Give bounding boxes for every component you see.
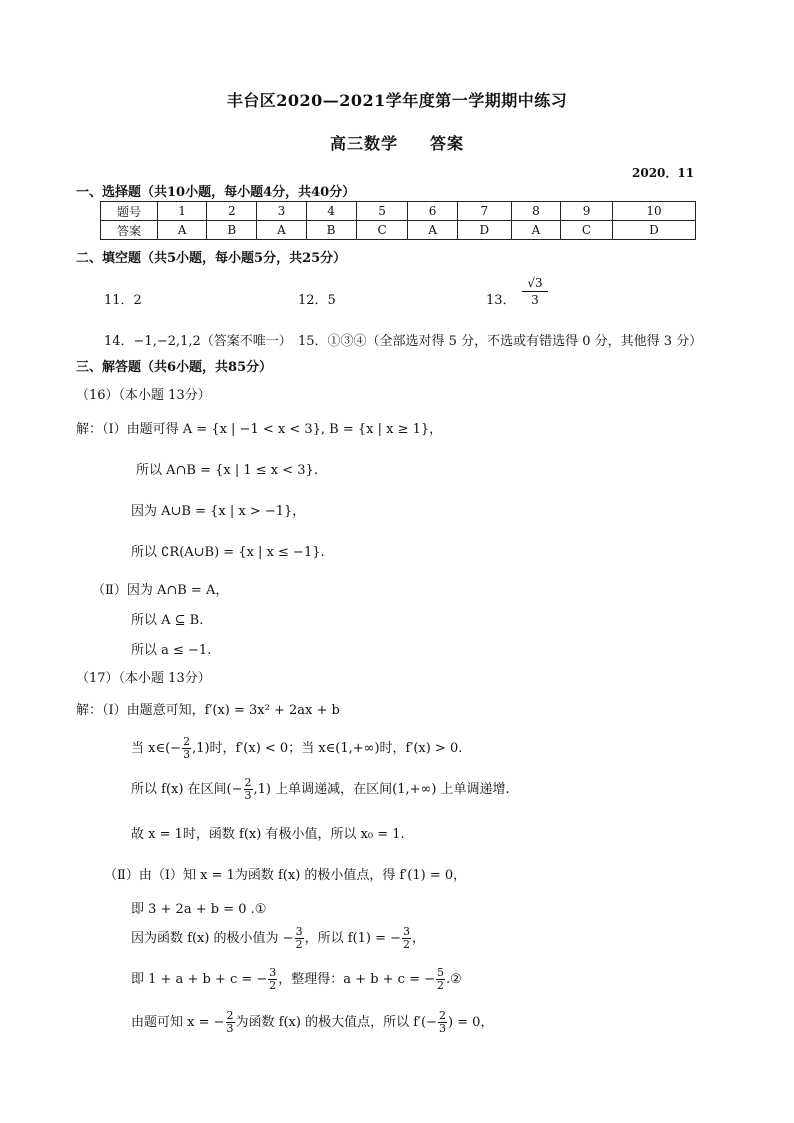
table-cell: D [612, 221, 695, 240]
p17-text: ，整理得：a + b + c = − [278, 972, 435, 987]
p17-text: ) = 0， [447, 1015, 494, 1030]
fraction [438, 1010, 447, 1035]
denominator: 2 [269, 979, 277, 992]
answer-q15: 15．①③④（全部选对得 5 分，不选或有错选得 0 分，其他得 3 分） [298, 334, 703, 349]
p17-text: 由题可知 x = − [131, 1015, 225, 1030]
p16-line: （Ⅱ）因为 A∩B = A， [92, 583, 229, 598]
table-cell: 10 [612, 202, 695, 221]
fraction [402, 926, 411, 951]
p17-text: 因为函数 f(x) 的极小值为 − [131, 931, 294, 946]
table-cell: C [356, 221, 408, 240]
p17-text: 所以 f(x) 在区间(− [131, 782, 243, 797]
fraction [182, 736, 191, 761]
p17-text: 当 x∈(− [131, 741, 182, 756]
denominator: 3 [183, 748, 191, 761]
problem-17-heading: （17）（本小题 13分） [76, 671, 211, 686]
answer-q13-label: 13． [486, 293, 516, 308]
table-row-answers [101, 221, 696, 240]
table-header-answer: 答案 [101, 221, 158, 240]
table-row-questions [101, 202, 696, 221]
fraction [436, 967, 445, 992]
section-fill-heading: 二、填空题（共5小题，每小题5分，共25分） [76, 251, 347, 266]
fraction [226, 1010, 235, 1035]
p17-line [131, 777, 510, 802]
table-cell: C [561, 221, 613, 240]
table-cell: A [408, 221, 457, 240]
table-cell: D [457, 221, 511, 240]
document-subtitle [0, 131, 794, 154]
answer-q13-fraction [522, 276, 548, 307]
p16-line: 解：（Ⅰ）由题可得 A = {x | −1 < x < 3}, B = {x | x ≥ 1}， [76, 422, 443, 437]
p17-text: 即 1 + a + b + c = − [131, 972, 268, 987]
fraction [244, 777, 253, 802]
denominator: 2 [295, 938, 303, 951]
p17-text: ,1) 上单调递减，在区间(1,+∞) 上单调递增. [253, 782, 510, 797]
table-cell: A [158, 221, 207, 240]
table-cell: B [207, 221, 257, 240]
denominator: 3 [438, 1022, 446, 1035]
denominator: 3 [244, 789, 252, 802]
table-cell: 8 [511, 202, 560, 221]
numerator: 5 [437, 966, 444, 979]
p17-line [131, 736, 462, 761]
p17-text: ， [412, 931, 426, 946]
numerator: 2 [244, 776, 252, 789]
document-date: 2020．11 [632, 166, 695, 180]
table-cell: 3 [257, 202, 306, 221]
table-cell: 2 [207, 202, 257, 221]
subtitle-subject: 高三数学 [329, 134, 398, 153]
answer-q11: 11．2 [104, 293, 142, 308]
numerator: 2 [226, 1009, 234, 1022]
document-title: 丰台区2020—2021学年度第一学期期中练习 [226, 91, 568, 110]
p16-line: 所以 A ⊆ B. [131, 613, 204, 628]
table-cell: 1 [158, 202, 207, 221]
p17-line [131, 967, 462, 992]
p16-line: 所以 ∁R(A∪B) = {x | x ≤ −1}. [131, 545, 325, 560]
table-cell: 9 [561, 202, 613, 221]
section-solution-heading: 三、解答题（共6小题，共85分） [76, 360, 273, 375]
numerator: 3 [295, 925, 303, 938]
p17-line: 解：（Ⅰ）由题意可知，f′(x) = 3x² + 2ax + b [76, 703, 340, 718]
p16-line: 因为 A∪B = {x | x > −1}， [131, 504, 306, 519]
q13-denominator: 3 [531, 293, 539, 307]
table-cell: 6 [408, 202, 457, 221]
answer-q14: 14．−1,−2,1,2（答案不唯一） [104, 334, 292, 349]
denominator: 3 [226, 1022, 234, 1035]
answer-table [100, 201, 696, 240]
p17-text: ，所以 f(1) = − [304, 931, 401, 946]
table-cell: 7 [457, 202, 511, 221]
numerator: 2 [438, 1009, 446, 1022]
p17-line: （Ⅱ）由（Ⅰ）知 x = 1为函数 f(x) 的极小值点，得 f′(1) = 0， [104, 868, 467, 883]
q13-numerator: √3 [522, 276, 548, 292]
table-cell: A [511, 221, 560, 240]
p16-line: 所以 a ≤ −1. [131, 643, 212, 658]
problem-16-heading: （16）（本小题 13分） [76, 388, 211, 403]
numerator: 3 [269, 966, 277, 979]
p17-line: 即 3 + 2a + b = 0 .① [131, 902, 267, 917]
section-choice-heading: 一、选择题（共10小题，每小题4分，共40分） [76, 185, 356, 200]
p17-text: 为函数 f(x) 的极大值点，所以 f′(− [235, 1015, 437, 1030]
table-header-question: 题号 [101, 202, 158, 221]
p17-text: ,1)时，f′(x) < 0；当 x∈(1,+∞)时，f′(x) > 0. [192, 741, 463, 756]
p17-line [131, 1010, 493, 1035]
subtitle-answer: 答案 [430, 134, 465, 153]
table-cell: 4 [306, 202, 356, 221]
p17-line: 故 x = 1时，函数 f(x) 有极小值，所以 x₀ = 1. [131, 827, 405, 842]
table-cell: A [257, 221, 306, 240]
p17-line [131, 926, 425, 951]
fraction [268, 967, 277, 992]
table-cell: B [306, 221, 356, 240]
fraction [295, 926, 304, 951]
denominator: 2 [437, 979, 444, 992]
numerator: 2 [183, 735, 191, 748]
p16-line: 所以 A∩B = {x | 1 ≤ x < 3}. [136, 463, 318, 478]
table-cell: 5 [356, 202, 408, 221]
p17-text: .② [446, 972, 462, 987]
answer-q12: 12．5 [298, 293, 336, 308]
numerator: 3 [403, 925, 410, 938]
denominator: 2 [403, 938, 410, 951]
